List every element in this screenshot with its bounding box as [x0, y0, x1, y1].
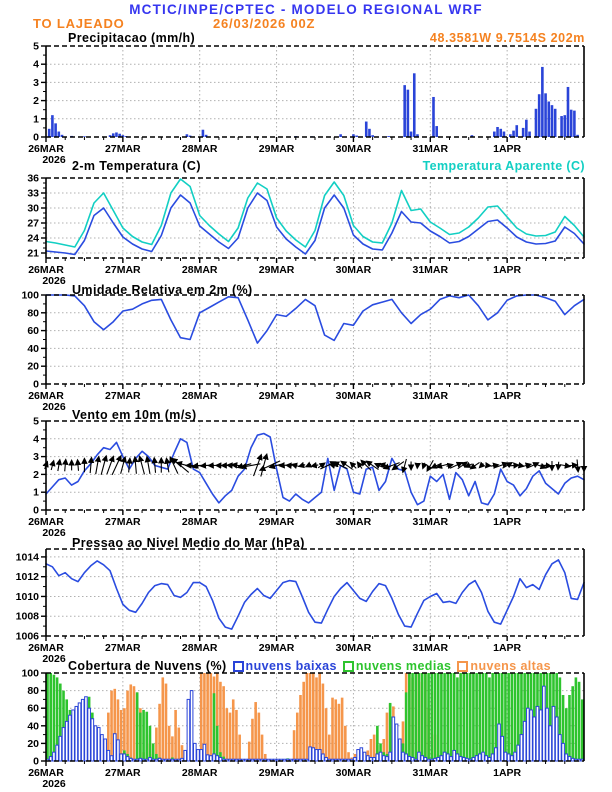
- svg-text:30MAR: 30MAR: [335, 642, 372, 654]
- svg-text:1APR: 1APR: [493, 642, 522, 654]
- svg-text:1APR: 1APR: [493, 143, 522, 155]
- svg-text:27MAR: 27MAR: [105, 143, 141, 155]
- svg-text:27MAR: 27MAR: [105, 390, 141, 402]
- svg-text:1006: 1006: [15, 630, 39, 643]
- wind-panel-title: Vento em 10m (m/s): [72, 408, 197, 422]
- svg-text:3: 3: [33, 451, 39, 464]
- svg-text:1APR: 1APR: [493, 390, 522, 402]
- svg-text:28MAR: 28MAR: [181, 516, 218, 528]
- svg-text:29MAR: 29MAR: [258, 642, 295, 654]
- svg-text:27MAR: 27MAR: [105, 516, 141, 528]
- svg-text:28MAR: 28MAR: [181, 264, 218, 276]
- svg-text:1APR: 1APR: [493, 767, 522, 779]
- svg-text:27MAR: 27MAR: [105, 767, 141, 779]
- svg-text:30MAR: 30MAR: [335, 143, 372, 155]
- svg-text:29MAR: 29MAR: [258, 390, 295, 402]
- svg-text:26MAR: 26MAR: [28, 143, 64, 155]
- svg-text:28MAR: 28MAR: [181, 642, 218, 654]
- svg-text:33: 33: [27, 187, 39, 200]
- svg-text:27MAR: 27MAR: [105, 264, 141, 276]
- svg-text:26MAR: 26MAR: [28, 642, 64, 654]
- svg-text:20: 20: [27, 737, 39, 750]
- low-cloud-label: nuvens baixas: [245, 659, 337, 673]
- svg-text:4: 4: [33, 433, 39, 446]
- svg-text:31MAR: 31MAR: [412, 390, 449, 402]
- svg-text:29MAR: 29MAR: [258, 516, 295, 528]
- svg-text:1012: 1012: [15, 571, 39, 584]
- svg-text:28MAR: 28MAR: [181, 390, 218, 402]
- svg-text:1: 1: [33, 113, 39, 126]
- pressure-panel-title: Pressao ao Nivel Medio do Mar (hPa): [72, 536, 305, 550]
- page-title: MCTIC/INPE/CPTEC - MODELO REGIONAL WRF: [129, 2, 483, 17]
- svg-text:30MAR: 30MAR: [335, 767, 372, 779]
- model-run-datetime: 26/03/2026 00Z: [213, 16, 316, 31]
- svg-text:21: 21: [27, 247, 39, 260]
- svg-text:30MAR: 30MAR: [335, 390, 372, 402]
- svg-text:2026: 2026: [42, 527, 66, 539]
- svg-text:27: 27: [27, 217, 39, 230]
- high-cloud-label: nuvens altas: [470, 659, 551, 673]
- svg-text:30MAR: 30MAR: [335, 264, 372, 276]
- svg-text:0: 0: [33, 504, 39, 517]
- svg-text:2026: 2026: [42, 275, 66, 287]
- svg-text:27MAR: 27MAR: [105, 642, 141, 654]
- svg-text:60: 60: [27, 325, 39, 338]
- svg-text:1014: 1014: [15, 551, 39, 564]
- svg-text:80: 80: [27, 307, 39, 320]
- svg-text:30MAR: 30MAR: [335, 516, 372, 528]
- svg-text:31MAR: 31MAR: [412, 264, 449, 276]
- svg-text:29MAR: 29MAR: [258, 143, 295, 155]
- svg-text:29MAR: 29MAR: [258, 264, 295, 276]
- svg-text:31MAR: 31MAR: [412, 767, 449, 779]
- svg-text:28MAR: 28MAR: [181, 767, 218, 779]
- temperature-panel-title: 2-m Temperatura (C): [72, 159, 201, 173]
- svg-text:31MAR: 31MAR: [412, 143, 449, 155]
- svg-text:5: 5: [33, 415, 39, 428]
- svg-text:2026: 2026: [42, 778, 66, 790]
- svg-text:80: 80: [27, 685, 39, 698]
- humidity-panel-title: Umidade Relativa em 2m (%): [72, 283, 253, 297]
- svg-text:28MAR: 28MAR: [181, 143, 218, 155]
- apparent-temperature-legend: Temperatura Aparente (C): [422, 159, 585, 173]
- svg-text:26MAR: 26MAR: [28, 264, 64, 276]
- svg-text:2026: 2026: [42, 401, 66, 413]
- svg-text:2026: 2026: [42, 154, 66, 166]
- svg-text:60: 60: [27, 702, 39, 715]
- svg-text:1APR: 1APR: [493, 516, 522, 528]
- svg-text:1APR: 1APR: [493, 264, 522, 276]
- svg-text:31MAR: 31MAR: [412, 642, 449, 654]
- svg-text:2: 2: [33, 468, 39, 481]
- svg-text:0: 0: [33, 378, 39, 391]
- svg-text:0: 0: [33, 131, 39, 144]
- svg-text:36: 36: [27, 172, 39, 185]
- svg-text:1008: 1008: [15, 610, 39, 623]
- svg-text:40: 40: [27, 342, 39, 355]
- svg-text:1010: 1010: [15, 590, 39, 603]
- precipitation-panel-title: Precipitacao (mm/h): [68, 31, 196, 45]
- svg-text:3: 3: [33, 76, 39, 89]
- svg-text:100: 100: [21, 289, 39, 302]
- svg-text:26MAR: 26MAR: [28, 516, 64, 528]
- mid-cloud-label: nuvens medias: [355, 659, 452, 673]
- svg-text:40: 40: [27, 720, 39, 733]
- svg-text:1: 1: [33, 486, 39, 499]
- svg-text:26MAR: 26MAR: [28, 390, 64, 402]
- svg-text:5: 5: [33, 40, 39, 53]
- svg-text:30: 30: [27, 202, 39, 215]
- cloud-panel-title: Cobertura de Nuvens (%): [68, 659, 227, 673]
- svg-text:29MAR: 29MAR: [258, 767, 295, 779]
- svg-text:2026: 2026: [42, 653, 66, 665]
- station-name: TO LAJEADO: [33, 16, 125, 31]
- svg-text:20: 20: [27, 360, 39, 373]
- svg-text:24: 24: [27, 232, 39, 245]
- svg-text:2: 2: [33, 95, 39, 108]
- station-coordinates: 48.3581W 9.7514S 202m: [429, 31, 585, 45]
- svg-text:100: 100: [21, 667, 39, 680]
- svg-text:4: 4: [33, 58, 39, 71]
- svg-text:31MAR: 31MAR: [412, 516, 449, 528]
- svg-text:26MAR: 26MAR: [28, 767, 64, 779]
- svg-text:0: 0: [33, 755, 39, 768]
